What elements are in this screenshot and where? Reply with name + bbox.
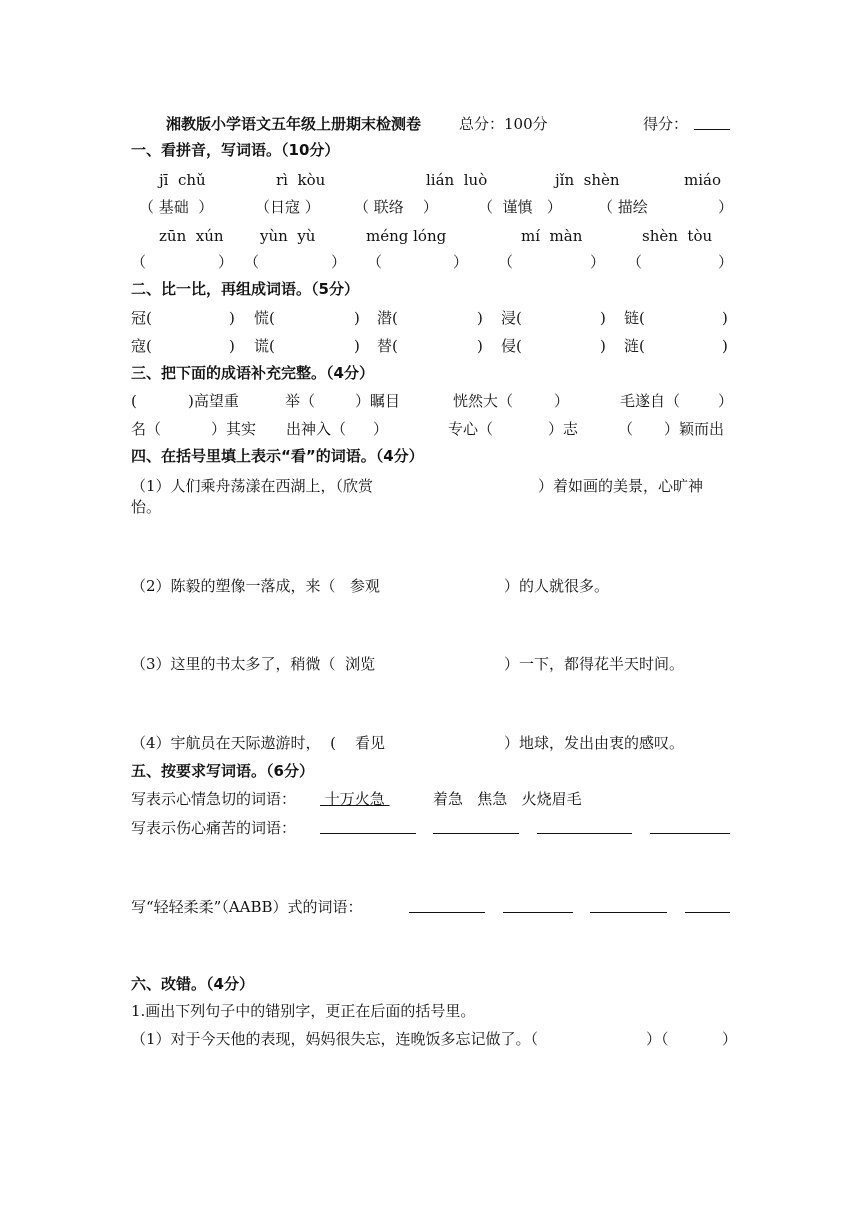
example-answer: 十万火急 [320,790,390,808]
paren-open: （ [367,253,383,271]
paren-close: ) [477,337,483,355]
answer-line[interactable] [650,833,730,834]
question-4-rest: ）地球，发出由衷的感叹。 [504,734,685,752]
answer-line[interactable] [537,833,632,834]
char-item: 链( [624,309,645,327]
paren-close: ） [453,253,469,271]
paren-close: ） [718,198,734,216]
char-item: 涟( [624,337,645,355]
paren-close: ) [600,309,606,327]
pinyin: jī chǔ [159,171,206,189]
question-1-end: 怡。 [131,498,162,516]
instruction: 1.画出下列句子中的错别字，更正在后面的括号里。 [131,1002,476,1020]
question-3-rest: ）一下，都得花半天时间。 [504,655,685,673]
idiom-part: ） [554,392,570,410]
paren-close: ） [218,253,234,271]
question-3: （3）这里的书太多了，稍微（ 浏览 [131,655,376,673]
idiom-part: 出神入（ [286,420,347,438]
idiom-part: ）志 [548,420,579,438]
section-5-heading: 五、按要求写词语。（6分） [131,762,314,780]
paren-close: ) [354,309,360,327]
char-item: 潜( [377,309,398,327]
char-item: 浸( [501,309,522,327]
idiom-part: 专心（ [448,420,494,438]
pinyin: yùn yù [260,227,316,245]
score-blank[interactable] [694,129,730,130]
idiom-part: ）颖而出 [664,420,725,438]
task-label-aabb: 写“轻轻柔柔”（AABB）式的词语： [131,898,363,916]
total-score: 总分：100分 [459,115,548,133]
filled-answers: 着急 焦急 火烧眉毛 [433,790,582,808]
idiom-part: ） [718,392,734,410]
paren-close: ) [477,309,483,327]
char-item: 寇( [131,337,152,355]
paren-open: （ [627,253,643,271]
pinyin: lián luò [426,171,488,189]
section-6-heading: 六、改错。（4分） [131,975,254,993]
idiom-part: 毛遂自（ [620,392,681,410]
section-4-heading: 四、在括号里填上表示“看”的词语。（4分） [131,447,424,465]
paren-close: ) [722,337,728,355]
paren-open: （ [131,253,147,271]
char-item: 侵( [501,337,522,355]
idiom-part: ）其实 [211,420,257,438]
correction-question: （1）对于今天他的表现，妈妈很失忘，连晚饭多忘记做了。（ [131,1030,539,1048]
char-item: 慌( [254,309,275,327]
answer-line[interactable] [685,912,730,913]
correction-paren: ）（ [646,1030,669,1048]
task-label-sad: 写表示伤心痛苦的词语： [131,819,297,837]
idiom-part: )高望重 [188,392,239,410]
question-2: （2）陈毅的塑像一落成，来（ 参观 [131,577,380,595]
answer-line[interactable] [409,912,485,913]
answer-line[interactable] [320,833,416,834]
pinyin: miáo [684,171,721,189]
paren-close: ) [229,337,235,355]
paren-open: （ [244,253,260,271]
char-item: 谎( [254,337,275,355]
answer-box[interactable]: （ 描绘 [598,198,648,216]
question-2-rest: ）的人就很多。 [504,577,610,595]
pinyin: jǐn shèn [555,171,620,189]
idiom-part: 恍然大（ [453,392,514,410]
section-3-heading: 三、把下面的成语补充完整。（4分） [131,364,374,382]
pinyin: méng lóng [366,227,447,245]
answer-line[interactable] [433,833,519,834]
pinyin: zūn xún [159,227,224,245]
paren-close: ） [718,253,734,271]
pinyin: rì kòu [276,171,326,189]
idiom-part: ( [131,392,137,410]
section-1-heading: 一、看拼音，写词语。（10分） [131,141,340,159]
paren-close: ) [722,309,728,327]
pinyin: mí màn [521,227,583,245]
task-label-eager: 写表示心情急切的词语： [131,790,297,808]
char-item: 替( [377,337,398,355]
exam-title: 湘教版小学语文五年级上册期末检测卷 [166,115,422,133]
paren-close: ） [590,253,606,271]
answer-box[interactable]: （ 联络 ） [354,198,438,216]
idiom-part: ）瞩目 [355,392,401,410]
correction-paren-close: ） [722,1030,738,1048]
answer-box[interactable]: （ 基础 ） [139,198,214,216]
answer-line[interactable] [590,912,667,913]
question-4: （4）宇航员在天际遨游时， ( 看见 [131,734,386,752]
idiom-part: 名（ [131,420,162,438]
idiom-part: 举（ [285,392,316,410]
answer-line[interactable] [503,912,573,913]
paren-open: （ [498,253,514,271]
question-1-rest: ）着如画的美景，心旷神 [538,477,704,495]
idiom-part: ） [373,420,389,438]
score-label: 得分： [643,115,689,133]
pinyin: shèn tòu [642,227,713,245]
paren-close: ） [331,253,347,271]
idiom-part: （ [618,420,634,438]
paren-close: ) [229,309,235,327]
answer-box[interactable]: （日寇 ） [255,198,320,216]
paren-close: ) [354,337,360,355]
paren-close: ) [600,337,606,355]
section-2-heading: 二、比一比，再组成词语。（5分） [131,280,359,298]
question-1: （1）人们乘舟荡漾在西湖上，（欣赏 [131,477,374,495]
answer-box[interactable]: （ 谨慎 ） [478,198,562,216]
char-item: 冠( [131,309,152,327]
